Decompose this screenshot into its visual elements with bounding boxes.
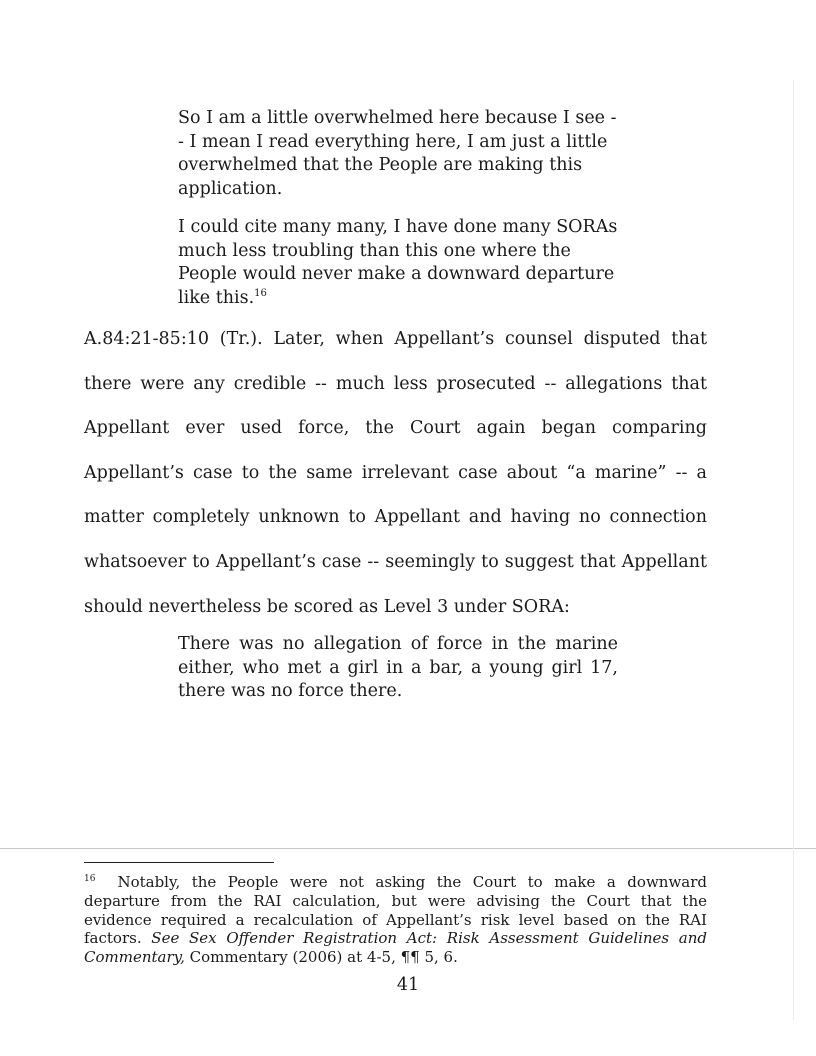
footnote-reference[interactable]: 16 — [254, 287, 267, 299]
footnote-separator — [84, 862, 274, 863]
footnote-number: 16 — [84, 874, 96, 884]
quote-text — [178, 216, 618, 310]
footnote-text — [84, 873, 707, 967]
scan-divider — [0, 848, 816, 849]
quote-text: There was no allegation of force in the marine either, who met a girl in a bar, a young girl 17, there was no force there. — [178, 634, 618, 701]
block-quote-1 — [178, 107, 618, 201]
footnote-text-main: Notably, the People were not asking the Court to make a downward departure from the RAI calculation, but were advising the Court that the evidence required a recalculation of Appellant’s risk level based on the RAI factors. — [84, 873, 707, 948]
quote-text: So I am a little overwhelmed here because I see -- I mean I read everything here, I am just a little overwhelmed that the People are making this application. — [178, 108, 617, 199]
footnote-citation: See Sex Offender Registration Act: Risk Assessment Guidelines and Commentary, — [84, 929, 708, 967]
page-number: 41 — [396, 975, 420, 995]
footnote-text-end: Commentary (2006) at 4-5, ¶¶ 5, 6. — [184, 948, 458, 967]
footnote — [84, 873, 707, 967]
block-quote-2 — [178, 216, 618, 310]
block-quote-3 — [178, 633, 618, 704]
scan-margin-line — [793, 80, 794, 1020]
body-paragraph — [84, 317, 707, 629]
paragraph-text: A.84:21-85:10 (Tr.). Later, when Appellant’s counsel disputed that there were any credible -- much less prosecuted -- allegations that Appellant ever used force, the Court again began comparing Appellant’s case to the same irrelevant case about “a marine” -- a matter completely unknown to Appellant and having no connection whatsoever to Appellant’s case -- seemingly to suggest that Appellant should nevertheless be scored as Level 3 under SORA: — [84, 329, 707, 617]
quote-text-body: I could cite many many, I have done many SORAs much less troubling than this one where the People would never make a downward departure like this. — [178, 217, 618, 308]
